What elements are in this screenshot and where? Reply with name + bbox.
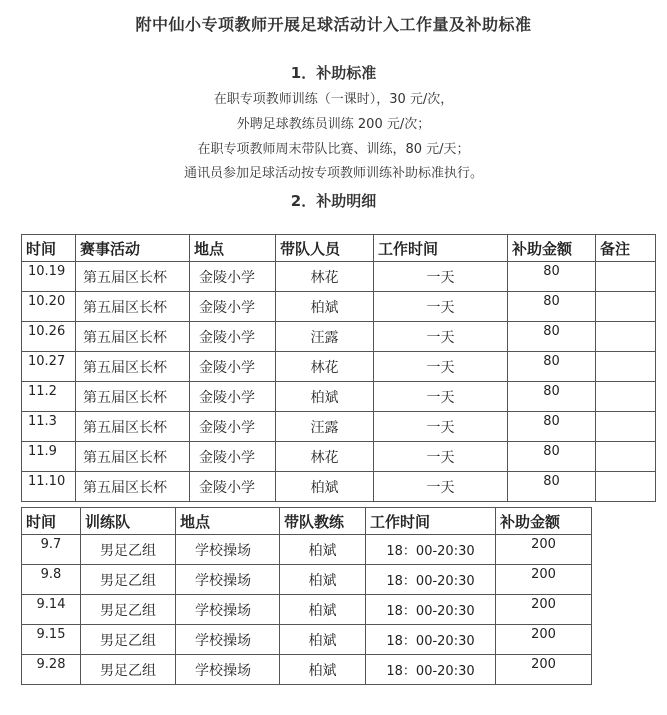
table-row: [22, 322, 656, 352]
cell-person: 柏斌: [276, 292, 374, 322]
column-header-location: 地点: [190, 235, 276, 262]
cell-note: [596, 442, 656, 472]
cell-coach: 柏斌: [280, 655, 366, 685]
section-heading-standard: 1．补助标准: [290, 64, 377, 82]
column-header-date: 时间: [22, 235, 76, 262]
cell-coach: 柏斌: [280, 625, 366, 655]
cell-date: 10.19: [22, 262, 76, 292]
cell-amount: 80: [508, 262, 596, 292]
cell-location: 金陵小学: [190, 442, 276, 472]
cell-location: 金陵小学: [190, 382, 276, 412]
cell-amount: 200: [496, 625, 592, 655]
cell-location: 学校操场: [176, 595, 280, 625]
cell-date: 11.10: [22, 472, 76, 502]
cell-note: [596, 412, 656, 442]
table-row: [22, 352, 656, 382]
table-row: [22, 595, 592, 625]
cell-location: 金陵小学: [190, 412, 276, 442]
cell-date: 9.14: [22, 595, 81, 625]
cell-note: [596, 322, 656, 352]
cell-team: 男足乙组: [81, 625, 176, 655]
cell-coach: 柏斌: [280, 565, 366, 595]
column-header-worktime: 工作时间: [374, 235, 508, 262]
cell-amount: 80: [508, 412, 596, 442]
cell-worktime: 18：00-20:30: [366, 535, 496, 565]
cell-person: 汪露: [276, 412, 374, 442]
cell-amount: 200: [496, 565, 592, 595]
table-row: [22, 565, 592, 595]
cell-amount: 80: [508, 322, 596, 352]
cell-event: 第五届区长杯: [76, 292, 190, 322]
cell-team: 男足乙组: [81, 565, 176, 595]
standard-line: 外聘足球教练员训练 200 元/次；: [236, 117, 431, 132]
cell-event: 第五届区长杯: [76, 412, 190, 442]
cell-amount: 200: [496, 655, 592, 685]
cell-note: [596, 472, 656, 502]
cell-worktime: 一天: [374, 382, 508, 412]
cell-amount: 80: [508, 382, 596, 412]
cell-date: 9.28: [22, 655, 81, 685]
cell-team: 男足乙组: [81, 595, 176, 625]
cell-worktime: 18：00-20:30: [366, 625, 496, 655]
table-row: [22, 262, 656, 292]
cell-location: 金陵小学: [190, 322, 276, 352]
cell-date: 11.9: [22, 442, 76, 472]
column-header-amount: 补助金额: [508, 235, 596, 262]
cell-date: 10.20: [22, 292, 76, 322]
cell-note: [596, 262, 656, 292]
cell-location: 金陵小学: [190, 292, 276, 322]
column-header-coach: 带队教练: [280, 508, 366, 535]
cell-worktime: 18：00-20:30: [366, 655, 496, 685]
cell-person: 柏斌: [276, 472, 374, 502]
cell-worktime: 一天: [374, 352, 508, 382]
cell-date: 11.3: [22, 412, 76, 442]
cell-event: 第五届区长杯: [76, 382, 190, 412]
cell-date: 9.8: [22, 565, 81, 595]
cell-date: 10.27: [22, 352, 76, 382]
cell-event: 第五届区长杯: [76, 262, 190, 292]
table-row: [22, 472, 656, 502]
cell-amount: 200: [496, 535, 592, 565]
table-header-row: [22, 508, 592, 535]
table-header-row: [22, 235, 656, 262]
cell-person: 林花: [276, 262, 374, 292]
cell-note: [596, 292, 656, 322]
cell-team: 男足乙组: [81, 535, 176, 565]
standard-line: 在职专项教师周末带队比赛、训练，80 元/天；: [197, 142, 470, 157]
cell-note: [596, 382, 656, 412]
cell-note: [596, 352, 656, 382]
table-row: [22, 292, 656, 322]
column-header-event: 赛事活动: [76, 235, 190, 262]
table-row: [22, 625, 592, 655]
cell-amount: 200: [496, 595, 592, 625]
table-row: [22, 655, 592, 685]
cell-event: 第五届区长杯: [76, 352, 190, 382]
cell-person: 柏斌: [276, 382, 374, 412]
cell-date: 10.26: [22, 322, 76, 352]
cell-date: 11.2: [22, 382, 76, 412]
training-subsidy-table: [21, 507, 592, 685]
cell-worktime: 一天: [374, 472, 508, 502]
document-title: 附中仙小专项教师开展足球活动计入工作量及补助标准: [135, 15, 532, 34]
match-subsidy-table: [21, 234, 656, 502]
section-heading-details: 2．补助明细: [290, 192, 377, 210]
cell-worktime: 一天: [374, 292, 508, 322]
column-header-team: 训练队: [81, 508, 176, 535]
cell-location: 金陵小学: [190, 352, 276, 382]
cell-event: 第五届区长杯: [76, 472, 190, 502]
cell-location: 学校操场: [176, 535, 280, 565]
cell-location: 金陵小学: [190, 472, 276, 502]
column-header-amount: 补助金额: [496, 508, 592, 535]
cell-amount: 80: [508, 352, 596, 382]
cell-person: 汪露: [276, 322, 374, 352]
column-header-date: 时间: [22, 508, 81, 535]
cell-date: 9.7: [22, 535, 81, 565]
cell-worktime: 一天: [374, 322, 508, 352]
column-header-note: 备注: [596, 235, 656, 262]
cell-event: 第五届区长杯: [76, 322, 190, 352]
column-header-location: 地点: [176, 508, 280, 535]
cell-person: 林花: [276, 352, 374, 382]
column-header-person: 带队人员: [276, 235, 374, 262]
cell-event: 第五届区长杯: [76, 442, 190, 472]
cell-coach: 柏斌: [280, 535, 366, 565]
cell-amount: 80: [508, 442, 596, 472]
cell-amount: 80: [508, 472, 596, 502]
table-row: [22, 442, 656, 472]
table-row: [22, 412, 656, 442]
table-row: [22, 535, 592, 565]
cell-amount: 80: [508, 292, 596, 322]
cell-location: 学校操场: [176, 655, 280, 685]
cell-worktime: 18：00-20:30: [366, 595, 496, 625]
column-header-worktime: 工作时间: [366, 508, 496, 535]
cell-worktime: 一天: [374, 442, 508, 472]
cell-worktime: 一天: [374, 412, 508, 442]
cell-person: 林花: [276, 442, 374, 472]
standard-line: 在职专项教师训练（一课时），30 元/次，: [213, 92, 454, 107]
cell-coach: 柏斌: [280, 595, 366, 625]
cell-team: 男足乙组: [81, 655, 176, 685]
cell-location: 金陵小学: [190, 262, 276, 292]
cell-date: 9.15: [22, 625, 81, 655]
standard-line: 通讯员参加足球活动按专项教师训练补助标准执行。: [183, 166, 483, 181]
table-row: [22, 382, 656, 412]
cell-location: 学校操场: [176, 565, 280, 595]
cell-location: 学校操场: [176, 625, 280, 655]
cell-worktime: 18：00-20:30: [366, 565, 496, 595]
cell-worktime: 一天: [374, 262, 508, 292]
